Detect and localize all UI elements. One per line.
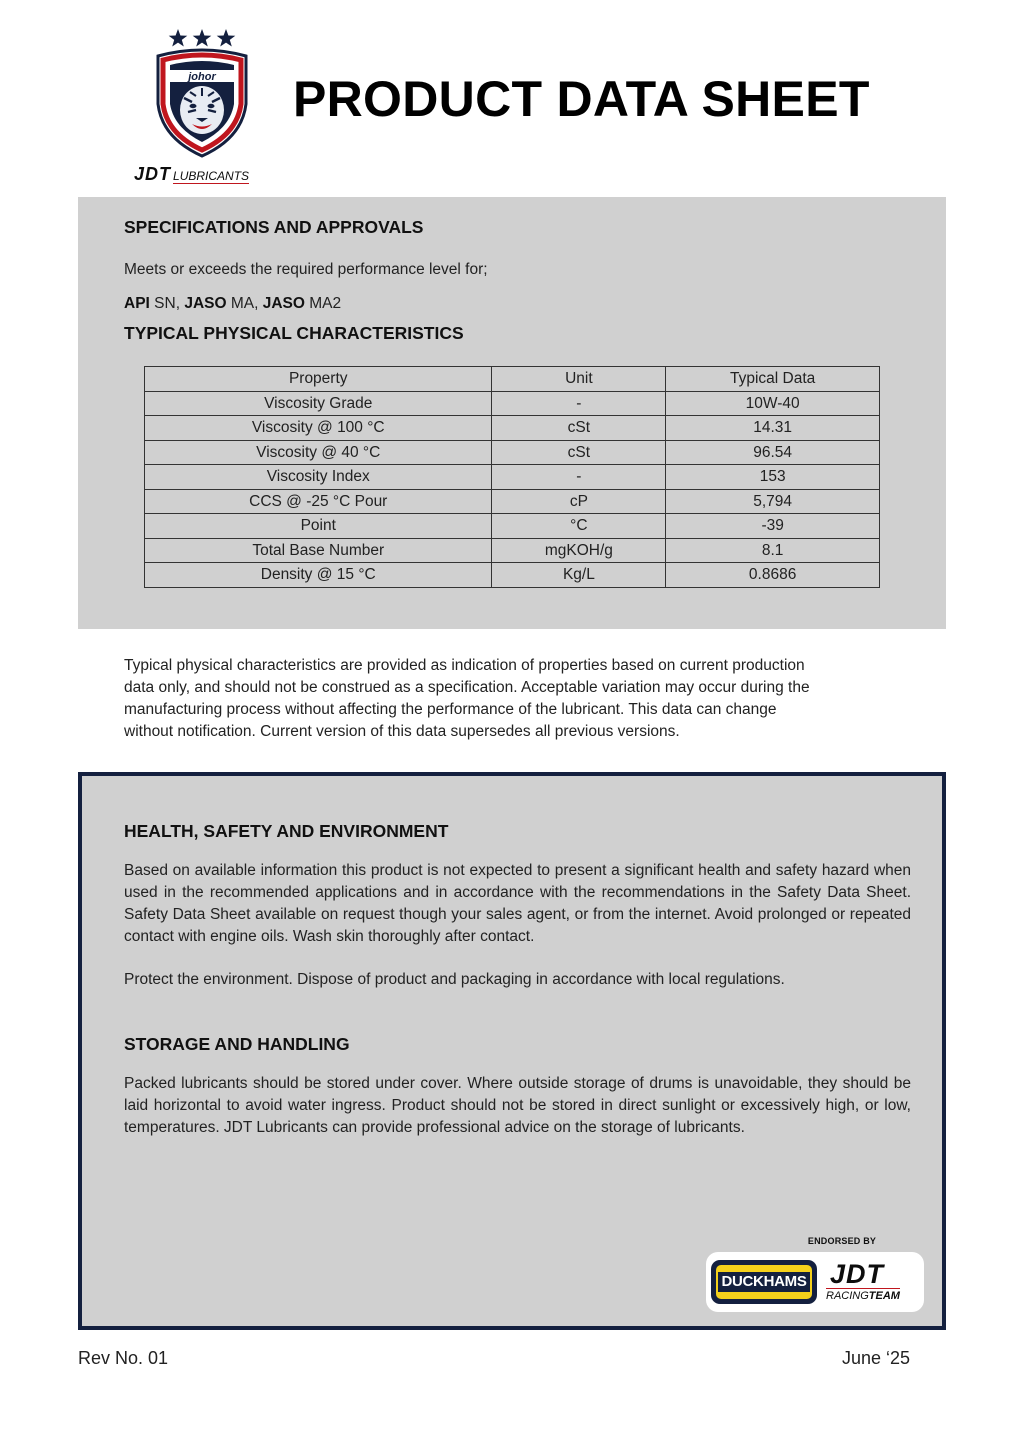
approval-grade: SN <box>154 295 176 312</box>
approval-org: API <box>124 295 150 312</box>
column-header: Property <box>145 367 492 392</box>
duckhams-wordmark: DUCKHAMS <box>718 1272 810 1292</box>
value-cell: -39 <box>666 514 880 539</box>
table-row <box>145 563 880 588</box>
disclaimer-line: data only, and should not be construed as a specification. Acceptable variation may occur during the <box>124 679 810 696</box>
crest-icon <box>130 26 280 161</box>
disclaimer-line: Typical physical characteristics are provided as indication of properties based on current production <box>124 657 805 674</box>
table-row <box>145 416 880 441</box>
approval-grade: MA2 <box>309 295 342 312</box>
table-row <box>145 465 880 490</box>
value-cell: 14.31 <box>666 416 880 441</box>
unit-cell: mgKOH/g <box>492 538 666 563</box>
logo-brand-main: JDT <box>134 164 172 184</box>
racing-team-label <box>826 1288 900 1302</box>
table-row <box>145 489 880 514</box>
value-cell: 0.8686 <box>666 563 880 588</box>
revision-date: June ‘25 <box>841 1348 910 1368</box>
value-cell: 10W-40 <box>666 391 880 416</box>
team-label: TEAM <box>868 1290 900 1302</box>
disclaimer-text <box>124 655 884 743</box>
racing-label: RACING <box>826 1290 869 1302</box>
hse-paragraph: Based on available information this product is not expected to present a significant health and safety hazard when used in the recommended applications and in accordance with the recommendations in the Safety Data Sheet. Safety Data Sheet available on request though your sales agent, or from the internet. Avoid prolonged or repeated contact with engine oils. Wash skin thoroughly after contact. <box>124 862 911 945</box>
table-row <box>145 514 880 539</box>
table-row <box>145 440 880 465</box>
table-row <box>145 538 880 563</box>
approval-grade: MA <box>230 295 255 312</box>
property-cell: CCS @ -25 °C Pour <box>145 489 492 514</box>
unit-cell: - <box>492 391 666 416</box>
specs-intro: Meets or exceeds the required performance level for; <box>124 261 488 278</box>
unit-cell: - <box>492 465 666 490</box>
characteristics-heading: TYPICAL PHYSICAL CHARACTERISTICS <box>124 323 464 343</box>
logo-wordmark <box>134 164 249 185</box>
endorsement-badge <box>706 1252 924 1312</box>
revision-number: Rev No. 01 <box>78 1348 169 1368</box>
logo-brand-sub: LUBRICANTS <box>173 169 250 183</box>
disclaimer-line: without notification. Current version of this data supersedes all previous versions. <box>124 723 680 740</box>
environment-paragraph: Protect the environment. Dispose of product and packaging in accordance with local regulations. <box>124 971 785 988</box>
column-header: Typical Data <box>666 367 880 392</box>
property-cell: Density @ 15 °C <box>145 563 492 588</box>
value-cell: 8.1 <box>666 538 880 563</box>
duckhams-logo <box>711 1260 817 1304</box>
value-cell: 153 <box>666 465 880 490</box>
page-title: PRODUCT DATA SHEET <box>293 71 870 127</box>
jdt-lubricants-logo <box>130 26 280 186</box>
specifications-panel <box>78 197 946 629</box>
jdt-racing-team-logo <box>824 1260 918 1304</box>
table-row <box>145 391 880 416</box>
property-cell: Viscosity @ 100 °C <box>145 416 492 441</box>
characteristics-table <box>144 366 880 588</box>
approval-org: JASO <box>262 295 305 312</box>
approvals-line: API SN, JASO MA, JASO MA2 <box>124 295 342 312</box>
jdt-racing-wordmark: JDT <box>830 1259 885 1289</box>
unit-cell: °C <box>492 514 666 539</box>
property-cell: Viscosity Grade <box>145 391 492 416</box>
column-header: Unit <box>492 367 666 392</box>
endorsed-by-label: ENDORSED BY <box>807 1236 877 1246</box>
svg-text:johor: johor <box>188 71 216 83</box>
disclaimer-line: manufacturing process without affecting the performance of the lubricant. This data can change <box>124 701 777 718</box>
hse-storage-panel <box>78 772 946 1330</box>
hse-heading: HEALTH, SAFETY AND ENVIRONMENT <box>124 821 449 841</box>
unit-cell: cSt <box>492 440 666 465</box>
approval-org: JASO <box>184 295 227 312</box>
unit-cell: Kg/L <box>492 563 666 588</box>
value-cell: 5,794 <box>666 489 880 514</box>
unit-cell: cSt <box>492 416 666 441</box>
table-header-row <box>145 367 880 392</box>
unit-cell: cP <box>492 489 666 514</box>
property-cell: Viscosity @ 40 °C <box>145 440 492 465</box>
value-cell: 96.54 <box>666 440 880 465</box>
specs-heading: SPECIFICATIONS AND APPROVALS <box>124 217 424 237</box>
property-cell: Total Base Number <box>145 538 492 563</box>
duckhams-logo-frame <box>716 1265 812 1299</box>
property-cell: Viscosity Index <box>145 465 492 490</box>
property-cell: Point <box>145 514 492 539</box>
storage-paragraph: Packed lubricants should be stored under cover. Where outside storage of drums is unavoidable, they should be laid horizontal to avoid water ingress. Product should not be stored in direct sunlight or excessively high, or low, temperatures. JDT Lubricants can provide professional advice on the storage of lubricants. <box>124 1075 911 1136</box>
storage-heading: STORAGE AND HANDLING <box>124 1034 350 1054</box>
